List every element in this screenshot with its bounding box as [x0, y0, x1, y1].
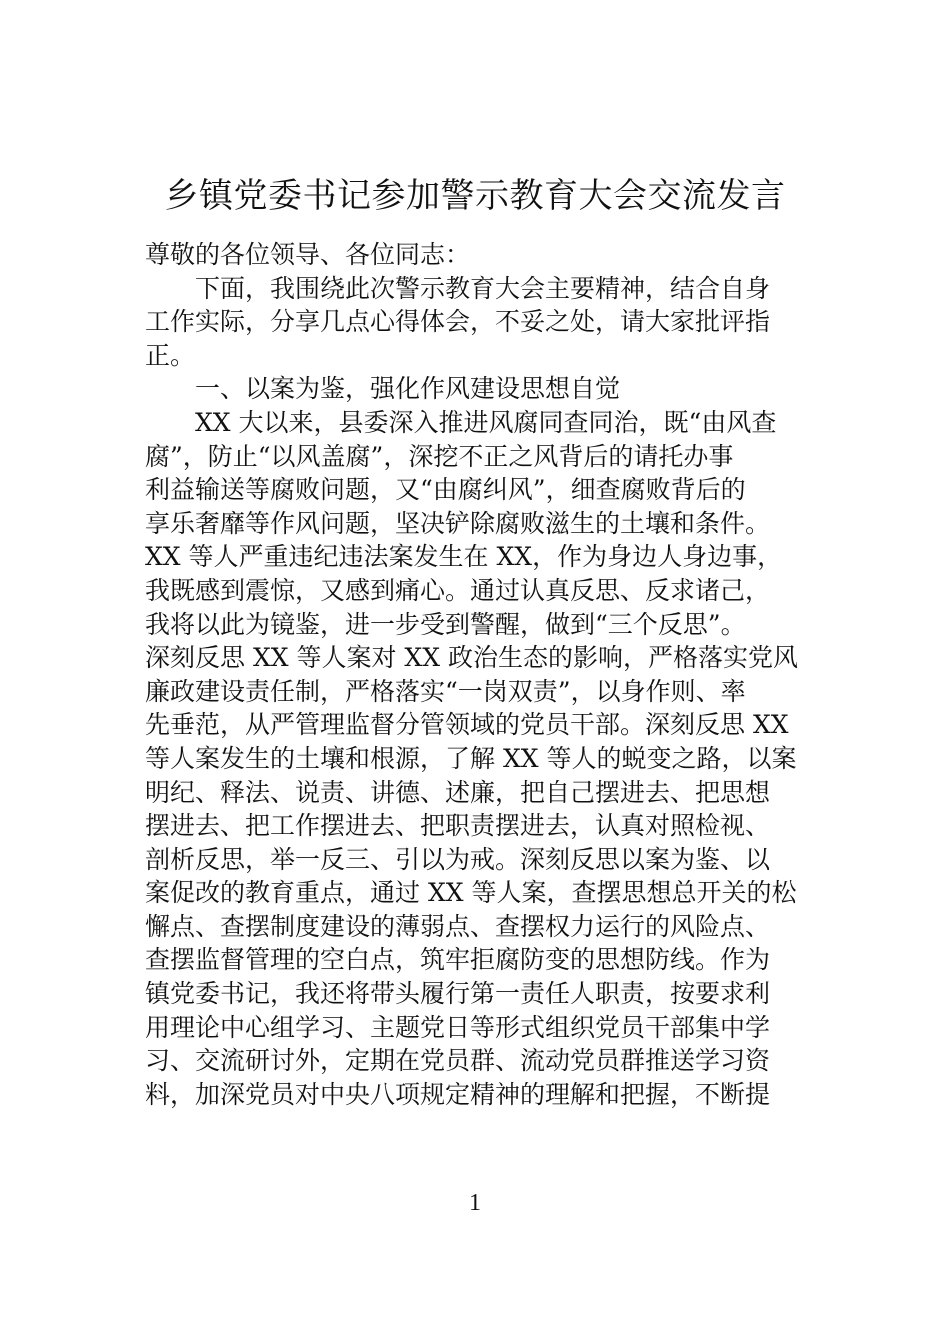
text-line: 摆进去、把工作摆进去、把职责摆进去，认真对照检视、 — [145, 811, 771, 841]
text-line: 我既感到震惊，又感到痛心。通过认真反思、反求诸己， — [145, 575, 771, 605]
text-line: 一、以案为鉴，强化作风建设思想自觉 — [195, 374, 621, 404]
text-line: 懈点、查摆制度建设的薄弱点、查摆权力运行的风险点、 — [145, 911, 771, 941]
text-line: 廉政建设责任制，严格落实“一岗双责”，以身作则、率 — [145, 676, 746, 706]
text-line: 深刻反思 XX 等人案对 XX 政治生态的影响，严格落实党风 — [145, 643, 798, 673]
text-line: 我将以此为镜鉴，进一步受到警醒，做到“三个反思”。 — [145, 609, 746, 639]
text-line: 查摆监督管理的空白点，筑牢拒腐防变的思想防线。作为 — [145, 945, 771, 975]
text-line: 料，加深党员对中央八项规定精神的理解和把握，不断提 — [145, 1079, 771, 1109]
text-line: 剖析反思，举一反三、引以为戒。深刻反思以案为鉴、以 — [145, 844, 771, 874]
page-number: 1 — [469, 1190, 481, 1216]
text-line: 利益输送等腐败问题，又“由腐纠风”，细查腐败背后的 — [145, 475, 746, 505]
text-line: 下面，我围绕此次警示教育大会主要精神，结合自身 — [195, 273, 771, 303]
text-line: XX 等人严重违纪违法案发生在 XX，作为身边人身边事， — [145, 542, 783, 572]
text-line: 用理论中心组学习、主题党日等形式组织党员干部集中学 — [145, 1012, 771, 1042]
text-line: 先垂范，从严管理监督分管领域的党员干部。深刻反思 XX — [145, 710, 789, 740]
text-line: 镇党委书记，我还将带头履行第一责任人职责，按要求利 — [145, 979, 771, 1009]
text-line: 正。 — [145, 340, 196, 370]
text-line: 明纪、释法、说责、讲德、述廉，把自己摆进去、把思想 — [145, 777, 771, 807]
text-line: 工作实际，分享几点心得体会，不妥之处，请大家批评指 — [145, 307, 771, 337]
text-line: 等人案发生的土壤和根源，了解 XX 等人的蜕变之路，以案 — [145, 743, 797, 773]
text-line: 习、交流研讨外，定期在党员群、流动党员群推送学习资 — [145, 1046, 771, 1076]
document-title: 乡镇党委书记参加警示教育大会交流发言 — [164, 176, 786, 216]
text-line: 案促改的教育重点，通过 XX 等人案，查摆思想总开关的松 — [145, 878, 797, 908]
text-line: 尊敬的各位领导、各位同志： — [145, 240, 471, 269]
text-line: XX 大以来，县委深入推进风腐同查同治，既“由风查 — [195, 407, 777, 437]
document-body — [145, 238, 815, 1111]
text-line: 享乐奢靡等作风问题，坚决铲除腐败滋生的土壤和条件。 — [145, 508, 771, 538]
text-line: 腐”，防止“以风盖腐”，深挖不正之风背后的请托办事 — [145, 441, 734, 471]
